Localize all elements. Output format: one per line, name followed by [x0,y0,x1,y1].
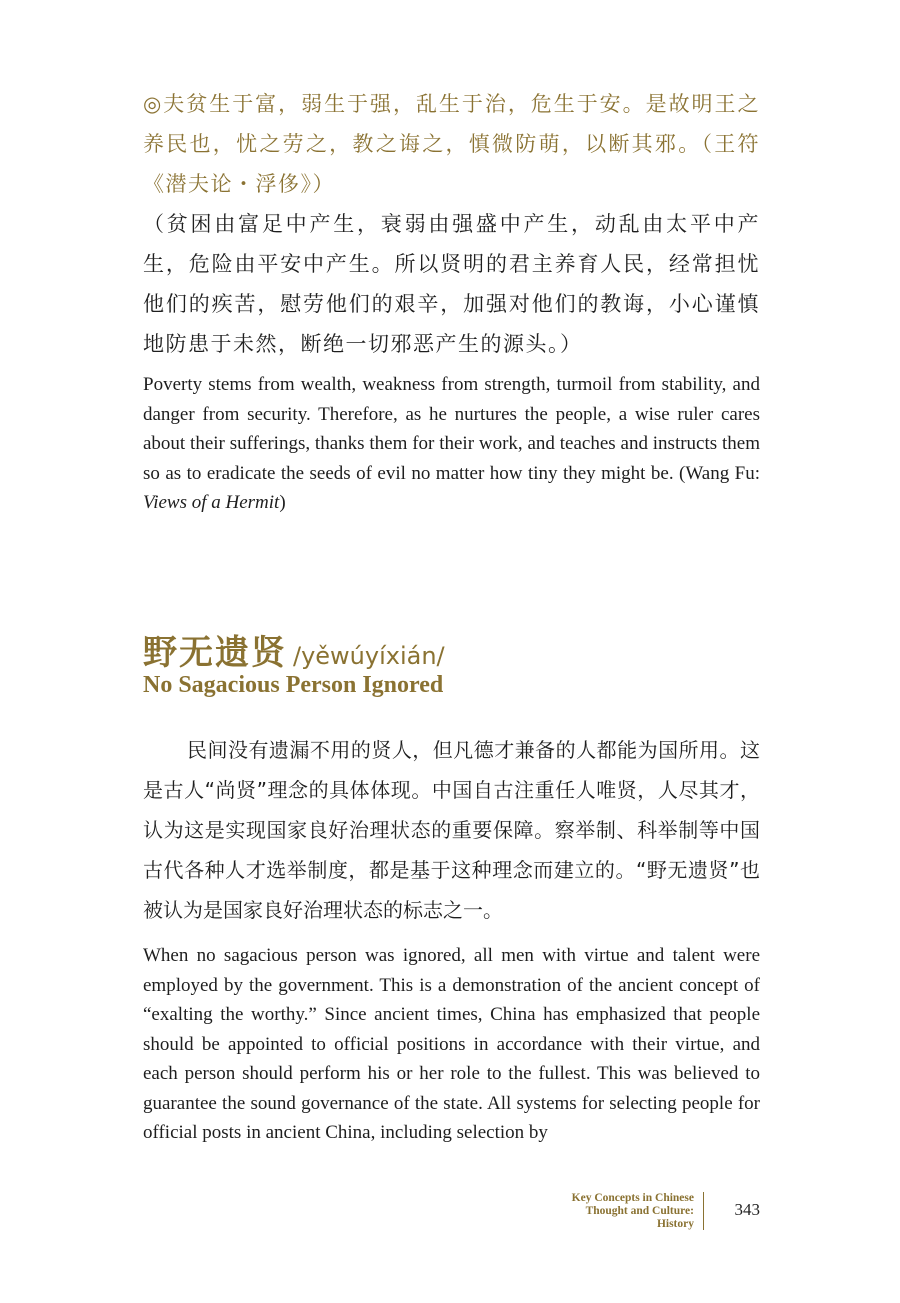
term-heading [143,625,445,674]
footer-title-line: Key Concepts in Chinese [571,1192,694,1204]
footer-divider [703,1192,704,1230]
quote-block [143,84,760,518]
quote-source-title: Views of a Hermit [143,492,280,513]
quote-translation-en-text: Poverty stems from wealth, weakness from strength, turmoil from stability, and danger from security. Therefore, as he nurtures the people, a wise ruler cares about their sufferings, thanks them for their work, and teaches and instructs them so as to eradicate the seeds of evil no matter how tiny they might be. (Wang Fu: [143,374,760,484]
term-title-zh: 野无遗贤 [143,633,287,673]
term-definition-zh: 民间没有遗漏不用的贤人，但凡德才兼备的人都能为国所用。这是古人“尚贤”理念的具体体现。中国自古注重任人唯贤，人尽其才，认为这是实现国家良好治理状态的重要保障。察举制、科举制等中国古代各种人才选举制度，都是基于这种理念而建立的。“野无遗贤”也被认为是国家良好治理状态的标志之一。 [143,738,760,922]
quote-source-close: ) [279,492,286,513]
footer-book-title [534,1192,694,1231]
term-pinyin: /yěwúyíxián/ [293,642,445,670]
page-footer [540,1190,760,1230]
page-number: 343 [734,1200,760,1219]
footer-title-line: Thought and Culture: [585,1205,694,1217]
footer-title-line: History [656,1218,694,1230]
quote-translation-en [143,370,760,518]
term-definition-en: When no sagacious person was ignored, all men with virtue and talent were employed by the government. This is a demonstration of the ancient concept of “exalting the worthy.” Since ancient times, China has emphasized that people should be appointed to official positions in accordance with their virtue, and each person should perform his or her role to the fullest. This was believed to guarantee the sound governance of the state. All systems for selecting people for official posts in ancient China, including selection by [143,945,760,1143]
quote-translation-zh: （贫困由富足中产生，衰弱由强盛中产生，动乱由太平中产生，危险由平安中产生。所以贤明的君主养育人民，经常担忧他们的疾苦，慰劳他们的艰辛，加强对他们的教诲，小心谨慎地防患于未然，断绝一切邪恶产生的源头。） [143,212,760,356]
term-title-en: No Sagacious Person Ignored [143,672,444,698]
classical-quote-zh: ◎夫贫生于富，弱生于强，乱生于治，危生于安。是故明王之养民也，忧之劳之，教之诲之，慎微防萌，以断其邪。（王符《潜夫论・浮侈》） [143,92,760,196]
